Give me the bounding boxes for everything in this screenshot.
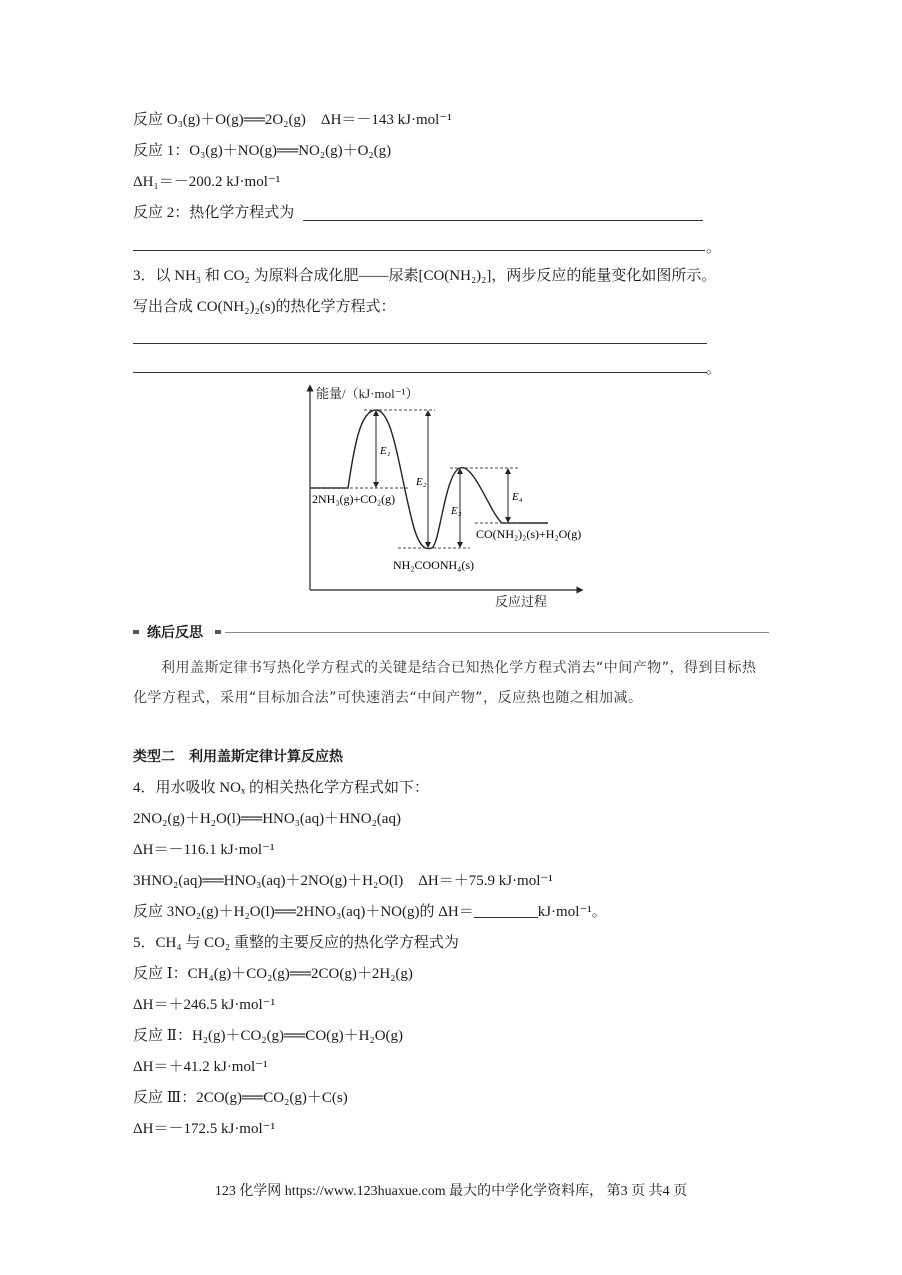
reflection-paragraph: 利用盖斯定律书写热化学方程式的关键是结合已知热化学方程式消去“中间产物”，得到目标热化学方程式，采用“目标加合法”可快速消去“中间产物”，反应热也随之相加减。 [133, 660, 757, 706]
y-axis-label: 能量/（kJ·mol⁻¹） [316, 386, 419, 401]
header-marker [215, 630, 221, 634]
products-label: CO(NH₂)₂(s)+H₂O(g) [476, 527, 582, 541]
unit-text: kJ·mol⁻¹。 [537, 904, 607, 920]
header-rule [225, 632, 769, 633]
equation-line: 反应 O₃(g)＋O(g)══2O₂(g) ΔH＝－143 kJ·mol⁻¹ [133, 112, 452, 128]
section-title: 练后反思 [147, 625, 203, 641]
question-5-line: 5．CH₄ 与 CO₂ 重整的主要反应的热化学方程式为 [133, 935, 459, 951]
reaction-2-line: 反应 2：热化学方程式为 [133, 205, 295, 221]
question-3-line: 3．以 NH₃ 和 CO₂ 为原料合成化肥——尿素[CO(NH₂)₂]，两步反应的能量变化如图所示。 [133, 268, 717, 284]
answer-blank[interactable] [133, 250, 705, 251]
prompt-text: 反应 3NO₂(g)＋H₂O(l)══2HNO₃(aq)＋NO(g)的 ΔH＝ [133, 904, 474, 920]
x-axis-label: 反应过程 [495, 594, 548, 609]
equation-line: 2NO₂(g)＋H₂O(l)══HNO₃(aq)＋HNO₂(aq) [133, 811, 401, 827]
delta-h-line: ΔH＝＋246.5 kJ·mol⁻¹ [133, 997, 276, 1013]
question-4-prompt [133, 902, 607, 922]
e4-label: E₄ [512, 491, 523, 503]
header-marker [133, 630, 139, 634]
question-3-prompt: 写出合成 CO(NH₂)₂(s)的热化学方程式： [133, 299, 396, 315]
reaction-ii-line: 反应 Ⅱ：H₂(g)＋CO₂(g)══CO(g)＋H₂O(g) [133, 1028, 404, 1044]
reaction-i-line: 反应 Ⅰ：CH₄(g)＋CO₂(g)══2CO(g)＋2H₂(g) [133, 966, 413, 982]
answer-blank[interactable] [133, 372, 707, 373]
e3-label: E₃ [451, 505, 462, 517]
section-header [133, 622, 769, 642]
e2-label: E₂ [416, 476, 427, 488]
e1-label: E₁ [380, 445, 391, 457]
type-heading: 类型二 利用盖斯定律计算反应热 [133, 749, 343, 765]
delta-h1-line: ΔH₁＝－200.2 kJ·mol⁻¹ [133, 174, 281, 190]
answer-blank[interactable] [133, 343, 707, 344]
period-mark: 。 [706, 361, 722, 377]
reaction-1-line: 反应 1：O₃(g)＋NO(g)══NO₂(g)＋O₂(g) [133, 143, 392, 159]
delta-h-line: ΔH＝＋41.2 kJ·mol⁻¹ [133, 1059, 268, 1075]
delta-h-line: ΔH＝－116.1 kJ·mol⁻¹ [133, 842, 275, 858]
equation-line: 3HNO₂(aq)══HNO₃(aq)＋2NO(g)＋H₂O(l) ΔH＝＋75.9 kJ·mol⁻¹ [133, 873, 553, 889]
reaction-iii-line: 反应 Ⅲ：2CO(g)══CO₂(g)＋C(s) [133, 1090, 348, 1106]
answer-blank[interactable] [474, 903, 538, 918]
answer-blank[interactable] [303, 220, 703, 221]
energy-diagram [290, 378, 590, 613]
intermediate-label: NH₂COONH₄(s) [393, 558, 475, 572]
reactants-label: 2NH₃(g)+CO₂(g) [312, 492, 396, 506]
question-4-line: 4．用水吸收 NOₓ 的相关热化学方程式如下： [133, 780, 430, 796]
delta-h-line: ΔH＝－172.5 kJ·mol⁻¹ [133, 1121, 276, 1137]
page-footer: 123 化学网 https://www.123huaxue.com 最大的中学化学资料库， 第3 页 共4 页 [214, 1184, 688, 1199]
period-mark: 。 [706, 240, 722, 256]
